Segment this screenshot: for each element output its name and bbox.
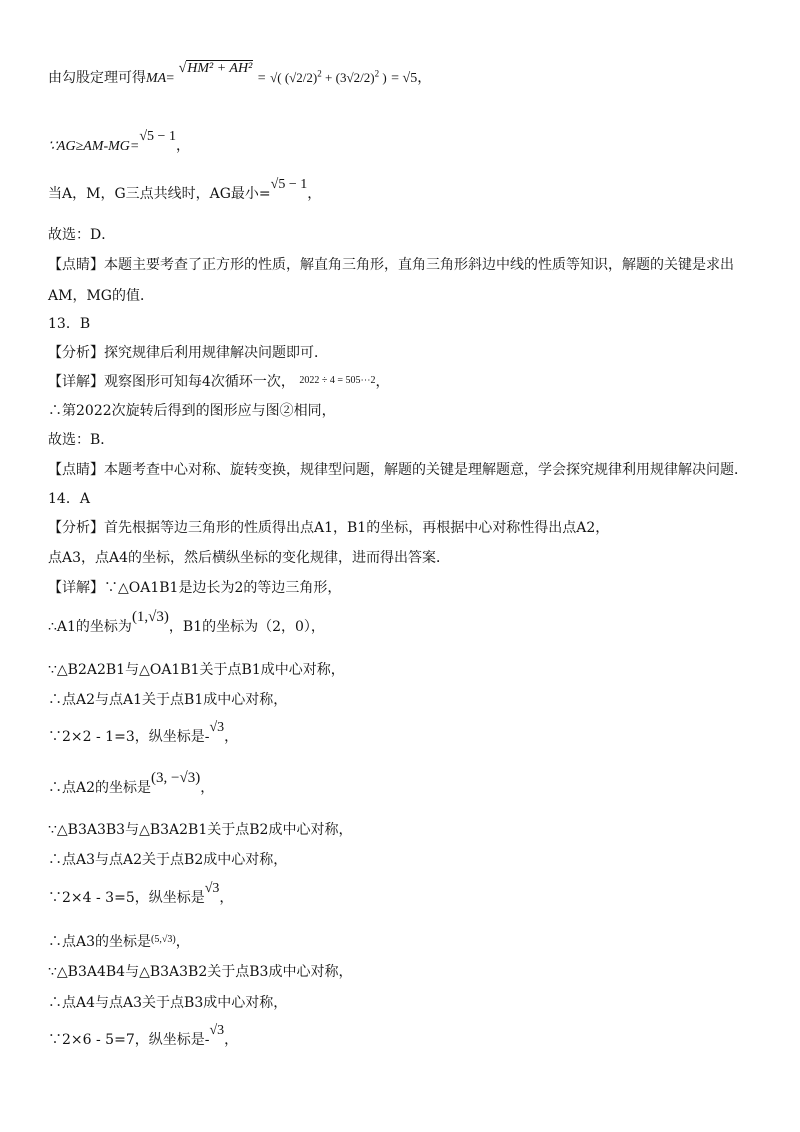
line-calc-2: ∵2×4 - 3=5，纵坐标是√3， xyxy=(48,881,234,906)
ma-symbol: MA xyxy=(146,71,167,86)
line-sym-4: ∴点A3与点A2关于点B2成中心对称， xyxy=(48,852,288,868)
line-sym-5: ∵△B3A4B4与△B3A3B2关于点B3成中心对称， xyxy=(48,964,353,980)
line-detail-13: 【详解】观察图形可知每4次循环一次， $^{2022 \div 4 = 505\cdots 2}$， xyxy=(48,374,390,390)
value: √5 − 1 xyxy=(270,177,308,192)
line-pythagoras: 由勾股定理可得MA= √HM² + AH² = √( $(√2/2)^2 + (3√2/2)^2$ ) = √5， xyxy=(48,61,432,86)
text: 【详解】观察图形可知每4次循环一次， xyxy=(48,374,295,390)
line-analysis-13: 【分析】探究规律后利用规律解决问题即可． xyxy=(48,345,328,361)
line-sym-3: ∵△B3A3B3与△B3A2B1关于点B2成中心对称， xyxy=(48,822,353,838)
line-sym-6: ∴点A4与点A3关于点B3成中心对称， xyxy=(48,995,288,1011)
text: ∵AG≥AM-MG= xyxy=(48,139,140,154)
result: = √5 xyxy=(391,71,418,86)
line-q14: 14．A xyxy=(48,491,90,507)
line-answer-b: 故选：B． xyxy=(48,432,115,448)
value: √5 − 1 xyxy=(139,129,176,144)
text: ∴A1的坐标为 xyxy=(48,619,132,635)
text: 由勾股定理可得 xyxy=(48,70,146,86)
coord: (1,√3) xyxy=(131,609,169,625)
line-comment-12b: AM，MG的值． xyxy=(48,288,154,304)
big-radical: √( $(√2/2)^2 + (3√2/2)^2$ ) xyxy=(270,68,387,85)
text: ∴点A3的坐标是 xyxy=(48,934,152,950)
line-analysis-14b: 点A3，点A4的坐标，然后横纵坐标的变化规律，进而得出答案． xyxy=(48,550,451,566)
text: ∵2×2 - 1=3，纵坐标是- xyxy=(48,729,210,745)
text: ∴点A2的坐标是 xyxy=(48,780,152,796)
line-sym-1: ∵△B2A2B1与△OA1B1关于点B1成中心对称， xyxy=(48,662,345,678)
line-rotation: ∴第2022次旋转后得到的图形应与图②相同， xyxy=(48,403,336,419)
text: ∵2×6 - 5=7，纵坐标是- xyxy=(48,1032,210,1048)
line-ag-inequality: ∵AG≥AM-MG=√5 − 1， xyxy=(48,129,190,154)
line-q13: 13．B xyxy=(48,316,91,332)
value: √3 xyxy=(209,1023,225,1038)
eq2: = xyxy=(257,71,266,86)
radical-hm-ah: √HM² + AH² xyxy=(178,61,253,76)
expr: 2022 ÷ 4 = 505⋯2 xyxy=(299,375,376,386)
coord: (5,√3) xyxy=(151,934,176,945)
text: 当A，M，G三点共线时，AG最小= xyxy=(48,186,271,202)
line-answer-d: 故选：D． xyxy=(48,227,116,243)
line-analysis-14a: 【分析】首先根据等边三角形的性质得出点A1，B1的坐标，再根据中心对称性得出点A2， xyxy=(48,520,610,536)
line-sym-2: ∴点A2与点A1关于点B1成中心对称， xyxy=(48,692,288,708)
line-a1-coord: ∴A1的坐标为(1,√3)，B1的坐标为（2，0）， xyxy=(48,609,325,635)
value: √3 xyxy=(204,881,220,896)
line-comment-13: 【点睛】本题考查中心对称、旋转变换，规律型问题，解题的关键是理解题意，学会探究规律利用规律解决问题． xyxy=(48,462,748,478)
line-detail-14: 【详解】∵△OA1B1是边长为2的等边三角形， xyxy=(48,580,342,596)
eq: = xyxy=(166,71,175,86)
value: √3 xyxy=(209,720,225,735)
coord: (3, −√3) xyxy=(151,770,201,786)
line-a3-coord: ∴点A3的坐标是$^{(5,√3)}$， xyxy=(48,934,190,950)
text: ∵2×4 - 3=5，纵坐标是 xyxy=(48,890,205,906)
line-a2-coord: ∴点A2的坐标是(3, −√3)， xyxy=(48,770,215,796)
line-collinear: 当A，M，G三点共线时，AG最小=√5 − 1， xyxy=(48,177,322,202)
line-comment-12a: 【点睛】本题主要考查了正方形的性质，解直角三角形，直角三角形斜边中线的性质等知识，解题的关键是求出 xyxy=(48,257,734,273)
line-calc-3: ∵2×6 - 5=7，纵坐标是-√3， xyxy=(48,1023,239,1048)
line-calc-1: ∵2×2 - 1=3，纵坐标是-√3， xyxy=(48,720,239,745)
